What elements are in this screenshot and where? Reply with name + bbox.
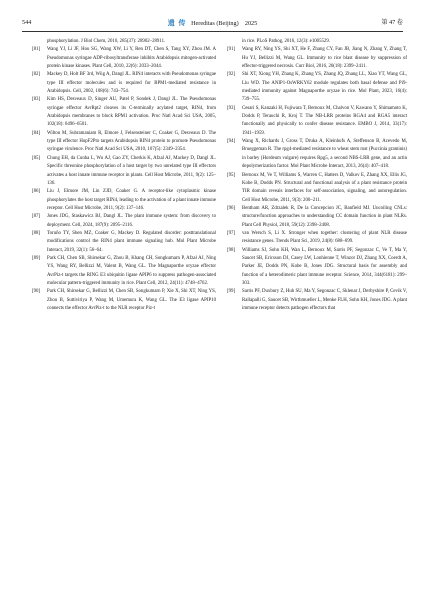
reference-number: [89] bbox=[32, 255, 41, 261]
reference-number: [99] bbox=[227, 289, 236, 295]
reference-number: [98] bbox=[227, 247, 236, 253]
reference-text: in rice. PLoS Pathog, 2016, 12(3): e1005529. bbox=[242, 39, 330, 44]
reference-number: [92] bbox=[227, 72, 236, 78]
reference-entry bbox=[32, 255, 216, 288]
journal-title bbox=[22, 16, 403, 31]
reference-number: [93] bbox=[227, 105, 236, 111]
reference-entry bbox=[32, 46, 216, 71]
reference-entry bbox=[32, 71, 216, 96]
reference-number: [97] bbox=[227, 230, 236, 236]
reference-entry bbox=[32, 38, 216, 46]
reference-text: Park CH, Chen SB, Shirsekar G, Zhou B, Khang CH, Songkumarn P, Afzal AJ, Ning YS, Wang RY, Bellizzi M, Valent B, Wang GL. The Magnaporthe oryzae effector AvrPiz-t targets the RING E3 ubiquitin ligase APIP6 to suppress pathogen-associated molecular pattern-triggered immunity in rice. Plant Cell, 2012, 24(11): 4748–4762. bbox=[47, 255, 216, 286]
reference-number: [83] bbox=[32, 97, 41, 103]
reference-entry bbox=[227, 230, 407, 247]
reference-entry bbox=[227, 105, 407, 138]
reference-entry bbox=[32, 96, 216, 129]
reference-entry bbox=[32, 213, 216, 230]
reference-text: Bentham AR, Zdrzalek R, De la Concepcion JC, Banfield MJ. Uncoiling CNLs: structure/function approaches to understanding CC domain function in plant NLRs. Plant Cell Physiol, 2018, 59(12): 2398–2408. bbox=[242, 205, 407, 228]
reference-entry bbox=[227, 247, 407, 289]
reference-number: [86] bbox=[32, 189, 41, 195]
reference-entry bbox=[227, 138, 407, 171]
reference-number: [81] bbox=[32, 47, 41, 53]
reference-number: [96] bbox=[227, 205, 236, 211]
reference-text: Chung EH, da Cunha L, Wu AJ, Gao ZY, Cherkis K, Afzal AJ, Mackey D, Dangl JL. Specific threonine phosphorylation of a host target by two unrelated type III effectors activates a host innate immune receptor in plants. Cell Host Microbe, 2011, 9(2): 125–136. bbox=[47, 155, 216, 186]
reference-entry bbox=[227, 46, 407, 71]
reference-number: [87] bbox=[32, 214, 41, 220]
reference-number: [91] bbox=[227, 47, 236, 53]
reference-number: [82] bbox=[32, 72, 41, 78]
reference-number: [85] bbox=[32, 155, 41, 161]
reference-number: [94] bbox=[227, 139, 236, 145]
reference-entry bbox=[227, 38, 407, 46]
journal-logo: 遗 传 bbox=[167, 19, 187, 27]
reference-text: Wang YJ, Li JF, Hou SG, Wang XW, Li Y, Ren DT, Chen S, Tang XY, Zhou JM. A Pseudomonas syringae ADP-ribosyltransferase inhibits Arabidopsis mitogen-activated protein kinase kinases. Plant Cell, 2010, 22(6): 2033–2044. bbox=[47, 47, 216, 70]
reference-entry bbox=[227, 172, 407, 205]
reference-entry bbox=[32, 288, 216, 313]
reference-entry bbox=[227, 71, 407, 104]
reference-entry bbox=[32, 230, 216, 255]
reference-text: Park CH, Shirsekar G, Bellizzi M, Chen SB, Songkumarn P, Xie X, Shi XT, Ning YS, Zhou B, Suttiviriya P, Wang M, Umemura K, Wang GL. The E3 ligase APIP10 connects the effector AvrPiz-t to the NLR receptor Piz-t bbox=[47, 289, 216, 311]
reference-text: Wang X, Richards J, Gross T, Druka A, Kleinhofs A, Steffenson B, Acevedo M, Brueggeman R. The rpg4-mediated resistance to wheat stem rust (Puccinia graminis) in barley (Hordeum vulgare) requires Rpg5, a second NBS-LRR gene, and an actin depolymerization factor. Mol Plant Microbe Interact, 2013, 26(4): 407–418. bbox=[242, 139, 407, 170]
reference-column-right bbox=[227, 38, 407, 313]
journal-name: Hereditas (Beijing) bbox=[191, 20, 239, 27]
reference-entry bbox=[32, 155, 216, 188]
journal-year: 2025 bbox=[244, 20, 258, 27]
reference-text: Mackey D, Holt BF 3rd, Wiig A, Dangl JL. RIN4 interacts with Pseudomonas syringae type III effector molecules and is required for RPM1-mediated resistance in Arabidopsis. Cell, 2002, 108(6): 743–754. bbox=[47, 72, 216, 95]
reference-number: [95] bbox=[227, 172, 236, 178]
reference-text: Bernoux M, Ve T, Williams S, Warren C, Hatters D, Valkov E, Zhang XX, Ellis JG, Kobe B, Dodds PN. Structural and functional analysis of a plant resistance protein TIR domain reveals interfaces for self-association, signaling, and autoregulation. Cell Host Microbe, 2011, 9(3): 200–211. bbox=[242, 172, 407, 203]
reference-text: Cesari S, Kanzaki H, Fujiwara T, Bernoux M, Chalvon V, Kawano Y, Shimamoto K, Dodds P, Terauchi R, Kroj T. The NB-LRR proteins RGA4 and RGA5 interact functionally and physically to confer disease resistance. EMBO J, 2014, 33(17): 1941–1959. bbox=[242, 105, 407, 136]
reference-text: Wilton M, Subramaniam R, Elmore J, Felsensteiner C, Coaker G, Desveaux D. The type III effector HopF2Pto targets Arabidopsis RIN4 protein to promote Pseudomonas syringae virulence. Proc Natl Acad Sci USA, 2010, 107(5): 2349–2354. bbox=[47, 130, 216, 153]
reference-entry bbox=[227, 205, 407, 230]
reference-text: Williams SJ, Sohn KH, Wan L, Bernoux M, Sarris PF, Segonzac C, Ve T, Ma Y, Saucet SB, Ericsson DJ, Casey LW, Lonhienne T, Winzor DJ, Zhang XX, Coerdt A, Parker JE, Dodds PN, Kobe B, Jones JDG. Structural basis for assembly and function of a heterodimeric plant immune receptor. Science, 2014, 344(6181): 299–303. bbox=[242, 247, 407, 286]
reference-text: Kim HS, Desveaux D, Singer AU, Patel P, Sondek J, Dangl JL. The Pseudomonas syringae effector AvrRpt2 cleaves its C-terminally acylated target, RIN4, from Arabidopsis membranes to block RPM1 activation. Proc Natl Acad Sci USA, 2005, 102(18): 6496–6501. bbox=[47, 97, 216, 128]
reference-text: van Wersch S, Li X. Stronger when together: clustering of plant NLR disease resistance genes. Trends Plant Sci, 2019, 24(8): 688–699. bbox=[242, 230, 407, 245]
reference-entry bbox=[227, 288, 407, 313]
page-header bbox=[22, 16, 403, 30]
reference-text: Shi XT, Xiong YH, Zhang K, Zhang YS, Zhang JQ, Zhang LL, Xiao YT, Wang GL, Liu WD. The ANIP1-OsWRKY62 module regulates both basal defense and Pi9-mediated immunity against Magnaporthe oryzae in rice. Mol Plant, 2023, 16(4): 739–755. bbox=[242, 72, 407, 103]
volume-label: 第 47 卷 bbox=[381, 19, 403, 26]
reference-text: Jones JDG, Staskawicz BJ, Dangl JL. The plant immune system: from discovery to deployment. Cell, 2024, 187(9): 2095–2116. bbox=[47, 214, 216, 228]
reference-entry bbox=[32, 130, 216, 155]
page-number: 544 bbox=[22, 19, 32, 26]
reference-number: [90] bbox=[32, 289, 41, 295]
header-rule bbox=[22, 31, 403, 32]
reference-text: Wang RY, Ning YS, Shi XT, He F, Zhang CY, Fan JB, Jiang N, Zhang Y, Zhang T, Hu YJ, Bellizzi M, Wang GL. Immunity to rice blast disease by suppression of effector-triggered necrosis. Curr Biol, 2016, 26(18): 2399–2411. bbox=[242, 47, 407, 70]
reference-text: phosphorylation. J Biol Chem, 2010, 285(37): 28902–28911. bbox=[47, 39, 166, 44]
reference-number: [84] bbox=[32, 130, 41, 136]
reference-column-left bbox=[32, 38, 216, 313]
reference-number: [88] bbox=[32, 230, 41, 236]
reference-entry bbox=[32, 188, 216, 213]
reference-text: Liu J, Elmore JM, Lin ZJD, Coaker G. A receptor-like cytoplasmic kinase phosphorylates the host target RIN4, leading to the activation of a plant innate immune receptor. Cell Host Microbe, 2011, 9(2): 137–146. bbox=[47, 189, 216, 211]
reference-text: Toruño TY, Shen MZ, Coaker G, Mackey D. Regulated disorder: posttranslational modifications control the RIN4 plant immune signaling hub. Mol Plant Microbe Interact, 2019, 32(1): 56–64. bbox=[47, 230, 216, 253]
reference-text: Sarris PF, Duxbury Z, Huh SU, Ma Y, Segonzac C, Sklenar J, Derbyshire P, Cevik V, Rallapalli G, Saucet SB, Wirthmueller L, Menke FLH, Sohn KH, Jones JDG. A plant immune receptor detects pathogen effectors that bbox=[242, 289, 407, 311]
